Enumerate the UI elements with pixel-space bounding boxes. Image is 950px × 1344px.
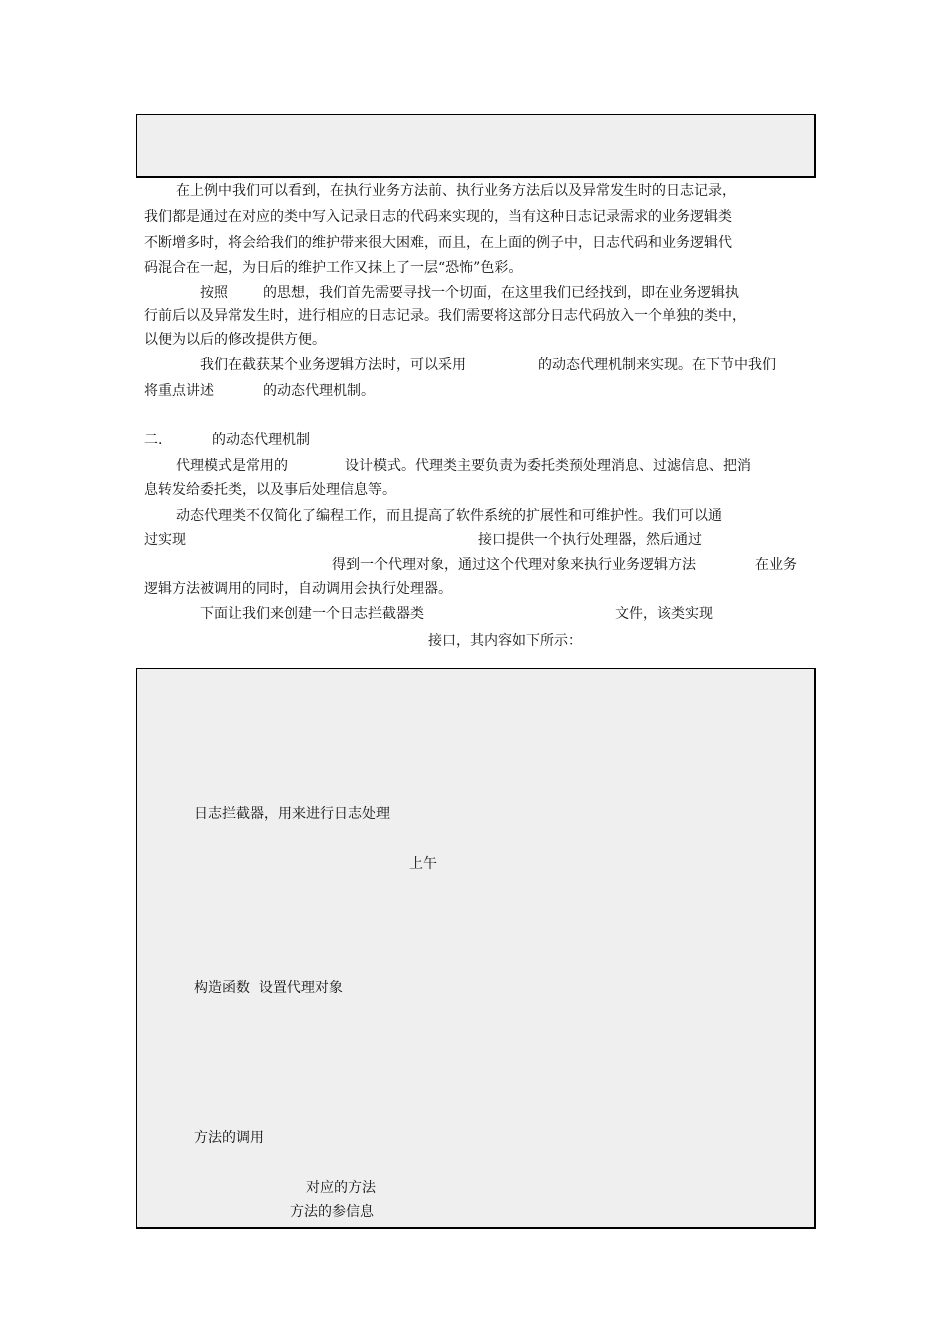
section-title: 的动态代理机制 [212,432,310,448]
paragraph-line: 在上例中我们可以看到，在执行业务方法前、执行业务方法后以及异常发生时的日志记录， [176,183,736,199]
code-comment: 方法的调用 [194,1130,264,1146]
paragraph-line: 以便为以后的修改提供方便。 [144,332,326,348]
code-comment: 方法的参信息 [290,1204,374,1220]
code-block-top [136,114,816,178]
section-number: 二. [144,432,163,448]
code-comment: 上午 [409,856,437,872]
paragraph-line: 我们都是通过在对应的类中写入记录日志的代码来实现的，当有这种日志记录需求的业务逻辑类 [144,209,732,225]
paragraph-line: 逻辑方法被调用的同时，自动调用会执行处理器。 [144,581,452,597]
paragraph-line: 动态代理类不仅简化了编程工作，而且提高了软件系统的扩展性和可维护性。我们可以通 [176,508,722,524]
paragraph-line: 得到一个代理对象，通过这个代理对象来执行业务逻辑方法 [332,557,696,573]
paragraph-line: 将重点讲述 [144,383,214,399]
paragraph-line: 按照 [200,285,228,301]
paragraph-line: 的思想，我们首先需要寻找一个切面，在这里我们已经找到，即在业务逻辑执 [263,285,739,301]
paragraph-line: 文件，该类实现 [615,606,713,622]
paragraph-line: 接口，其内容如下所示： [428,633,582,649]
paragraph-line: 的动态代理机制来实现。在下节中我们 [538,357,776,373]
paragraph-line: 接口提供一个执行处理器，然后通过 [478,532,702,548]
paragraph-line: 行前后以及异常发生时，进行相应的日志记录。我们需要将这部分日志代码放入一个单独的类中， [144,308,746,324]
paragraph-line: 不断增多时，将会给我们的维护带来很大困难，而且，在上面的例子中，日志代码和业务逻辑代 [144,235,732,251]
paragraph-line: 过实现 [144,532,186,548]
code-comment: 日志拦截器，用来进行日志处理 [194,806,390,822]
paragraph-line: 息转发给委托类，以及事后处理信息等。 [144,482,396,498]
code-block-bottom [136,668,816,1229]
paragraph-line: 码混合在一起，为日后的维护工作又抹上了一层“恐怖”色彩。 [144,260,523,276]
paragraph-line: 下面让我们来创建一个日志拦截器类 [200,606,424,622]
paragraph-line: 我们在截获某个业务逻辑方法时，可以采用 [200,357,466,373]
paragraph-line: 在业务 [755,557,797,573]
paragraph-line: 的动态代理机制。 [263,383,375,399]
code-comment: 构造函数 设置代理对象 [194,980,343,996]
paragraph-line: 设计模式。代理类主要负责为委托类预处理消息、过滤信息、把消 [345,458,751,474]
code-comment: 对应的方法 [306,1180,376,1196]
paragraph-line: 代理模式是常用的 [176,458,288,474]
